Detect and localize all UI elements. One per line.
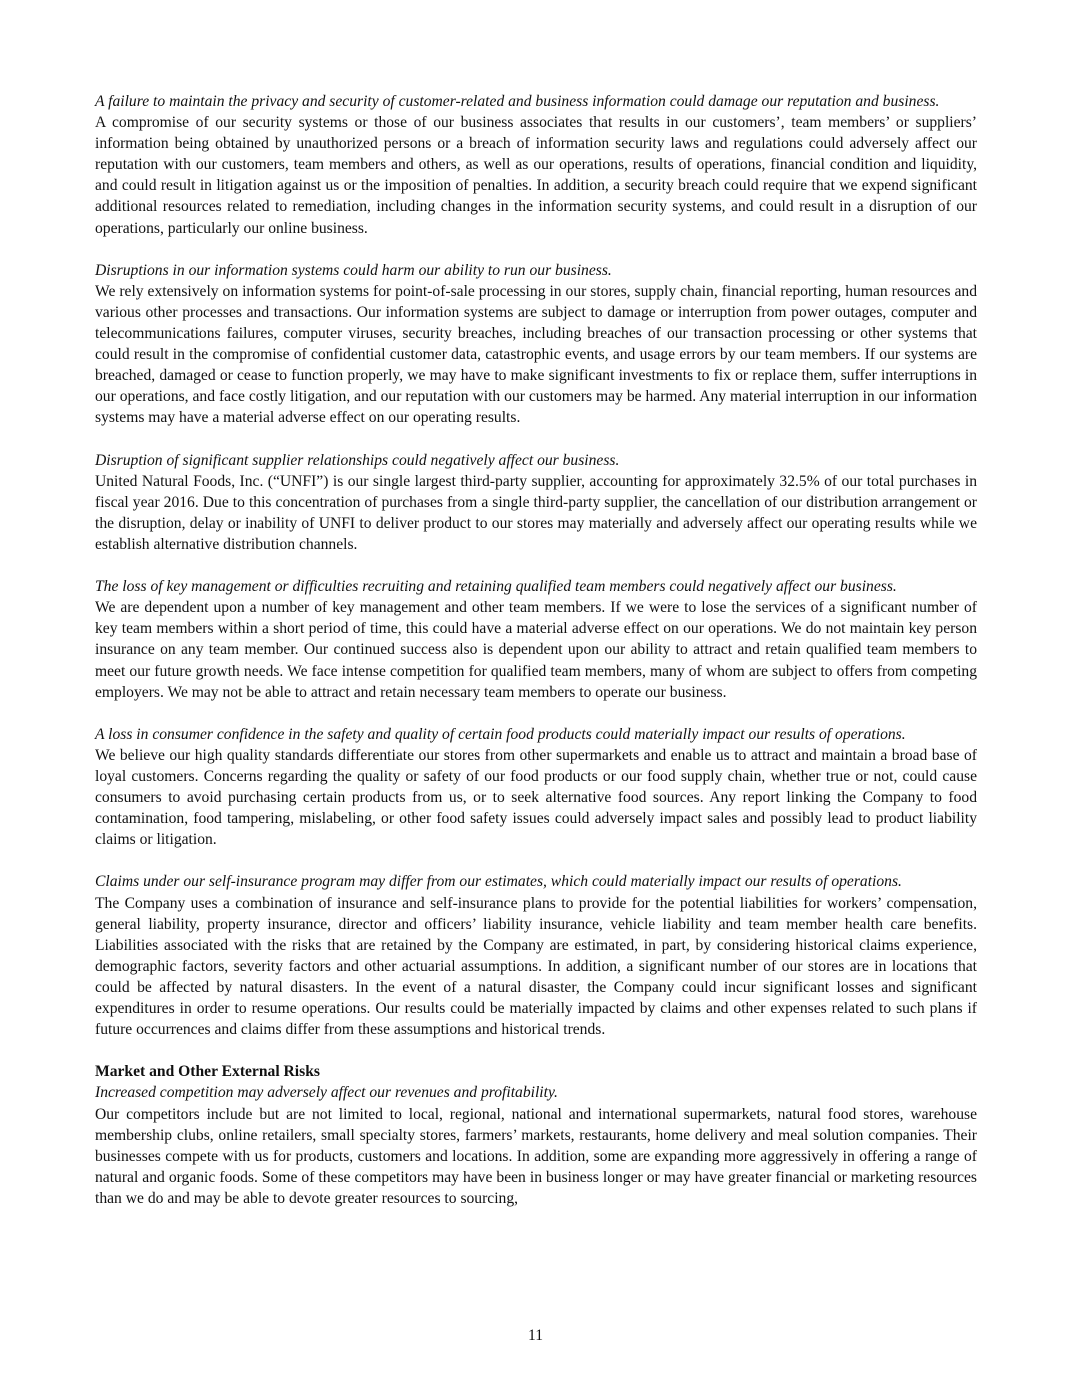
- risk-section-consumer-confidence: [95, 724, 977, 851]
- risk-paragraph: A compromise of our security systems or those of our business associates that results in our customers’, team members’ or suppliers’ information being obtained by unauthorized persons or a breach of information security laws and regulations could adversely affect our reputation with our customers, team members and others, as well as our operations, results of operations, financial condition and liquidity, and could result in litigation against us or the imposition of penalties. In addition, a security breach could require that we expend significant additional resources related to remediation, including changes in the information security systems, and could result in a disruption of our operations, particularly our online business.: [95, 114, 977, 237]
- risk-heading: Disruption of significant supplier relationships could negatively affect our business.: [95, 451, 620, 469]
- risk-heading: The loss of key management or difficulties recruiting and retaining qualified team members could negatively affect our business.: [95, 578, 897, 596]
- risk-heading: A loss in consumer confidence in the safety and quality of certain food products could materially impact our results of operations.: [95, 725, 906, 743]
- page-number: 11: [527, 1327, 543, 1344]
- risk-paragraph: We rely extensively on information systems for point-of-sale processing in our stores, supply chain, financial reporting, human resources and various other processes and transactions. Our information systems are subject to damage or interruption from power outages, computer and telecommunications failures, computer viruses, security breaches, including breaches of our transaction processing or other systems that could result in the compromise of confidential customer data, catastrophic events, and usage errors by our team members. If our systems are breached, damaged or cease to function properly, we may have to make significant investments to fix or replace them, suffer interruptions in our operations, and face costly litigation, and our reputation with our customers may be harmed. Any material interruption in our information systems may have a material adverse effect on our operating results.: [95, 282, 977, 427]
- market-risks-title: Market and Other External Risks: [95, 1063, 320, 1081]
- risk-section-information-systems: [95, 260, 977, 429]
- risk-section-key-management: [95, 576, 977, 703]
- risk-heading: Disruptions in our information systems could harm our ability to run our business.: [95, 261, 612, 279]
- risk-heading: Claims under our self-insurance program may differ from our estimates, which could materially impact our results of operations.: [95, 873, 902, 891]
- risk-paragraph: The Company uses a combination of insurance and self-insurance plans to provide for the potential liabilities for workers’ compensation, general liability, property insurance, director and officers’ liability insurance, vehicle liability and team member health care benefits. Liabilities associated with the risks that are retained by the Company are estimated, in part, by considering historical claims experience, demographic factors, severity factors and other actuarial assumptions. In addition, a significant number of our stores are in locations that could be affected by natural disasters. In the event of a natural disaster, the Company could incur significant losses and significant expenditures in order to resume operations. Our results could be materially impacted by claims and other expenses related to such plans if future occurrences and claims differ from these assumptions and historical trends.: [95, 894, 977, 1039]
- risk-paragraph: Our competitors include but are not limited to local, regional, national and international supermarkets, natural food stores, warehouse membership clubs, online retailers, small specialty stores, farmers’ markets, restaurants, home delivery and meal solution companies. Their businesses compete with us for products, customers and locations. In addition, some are expanding more aggressively in offering a range of natural and organic foods. Some of these competitors may have been in business longer or may have greater financial or marketing resources than we do and may be able to devote greater resources to sourcing,: [95, 1105, 977, 1207]
- risk-heading: A failure to maintain the privacy and security of customer-related and business information could damage our reputation and business.: [95, 93, 940, 110]
- risk-section-self-insurance: [95, 871, 977, 1040]
- risk-section-privacy: [95, 91, 977, 239]
- risk-section-supplier: [95, 450, 977, 555]
- market-risks-section: [95, 1061, 977, 1209]
- risk-paragraph: We are dependent upon a number of key management and other team members. If we were to lose the services of a significant number of key team members within a short period of time, this could have a material adverse effect on our operations. We do not maintain key person insurance on any team member. Our continued success also is dependent upon our ability to attract and retain qualified team members to meet our future growth needs. We face intense competition for qualified team members, many of whom are subject to offers from competing employers. We may not be able to attract and retain necessary team members to operate our business.: [95, 599, 977, 701]
- risk-heading: Increased competition may adversely affect our revenues and profitability.: [95, 1084, 558, 1102]
- risk-paragraph: United Natural Foods, Inc. (“UNFI”) is our single largest third-party supplier, accounting for approximately 32.5% of our total purchases in fiscal year 2016. Due to this concentration of purchases from a single third-party supplier, the cancellation of our distribution arrangement or the disruption, delay or inability of UNFI to deliver product to our stores may materially and adversely affect our operating results while we establish alternative distribution channels.: [95, 472, 977, 553]
- document-page: [95, 91, 977, 1230]
- risk-paragraph: We believe our high quality standards differentiate our stores from other supermarkets and enable us to attract and maintain a broad base of loyal customers. Concerns regarding the quality or safety of our food products or our food supply chain, whether true or not, could cause consumers to avoid purchasing certain products from us, or to seek alternative food sources. Any report linking the Company to food contamination, food tampering, mislabeling, or other food safety issues could adversely impact sales and possibly lead to product liability claims or litigation.: [95, 746, 977, 849]
